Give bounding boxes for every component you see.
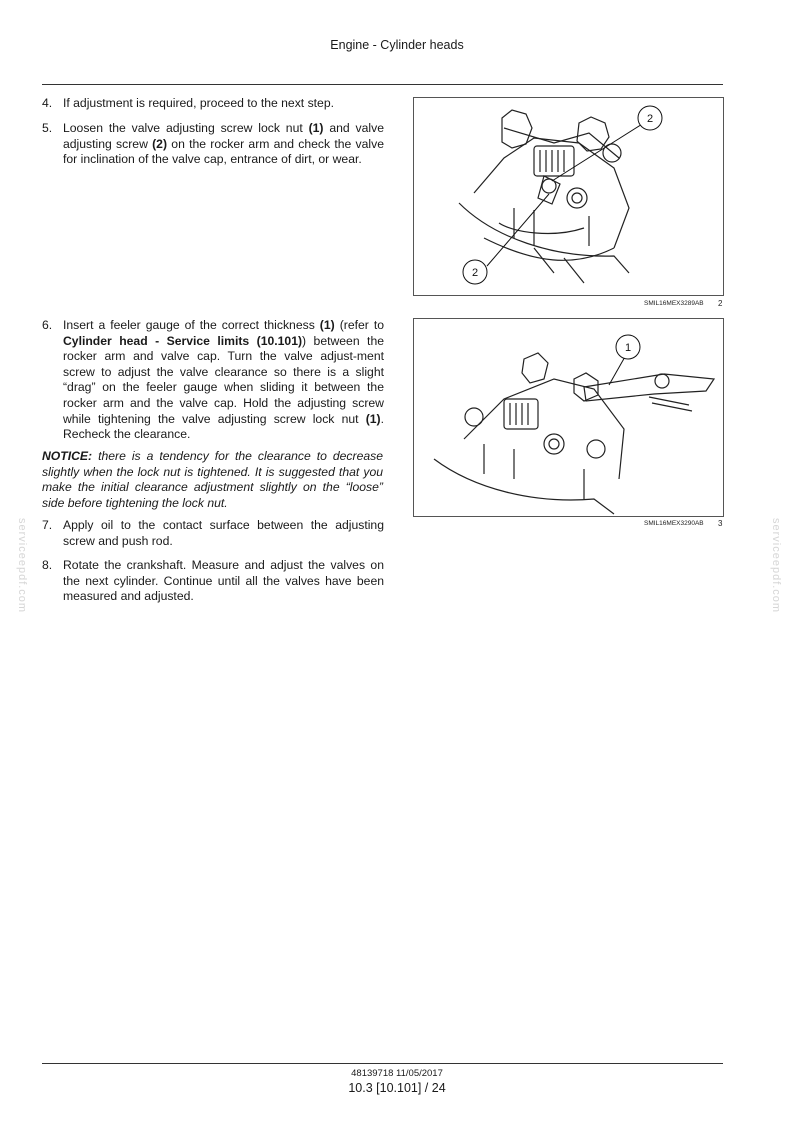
- notice-text: there is a tendency for the clearance to decrease slightly when the lock nut is tightened. It is suggested that you make the initial clearance adjustment slightly on the “loose” side before tightening the lock nut.: [42, 449, 383, 510]
- step-text: Loosen the valve adjusting screw lock nut (1) and valve adjusting screw (2) on the rocker arm and check the valve for inclination of the valve cap, entrance of dirt, or wear.: [63, 121, 384, 167]
- footer-document-code: 48139718 11/05/2017: [351, 1068, 443, 1079]
- footer-rule: [42, 1063, 723, 1064]
- step-7: [42, 518, 384, 549]
- callout-layer: [414, 98, 723, 295]
- header-rule: [42, 84, 723, 85]
- step-number: 5.: [42, 121, 53, 135]
- step-5: [42, 121, 384, 168]
- page-header-title: Engine - Cylinder heads: [330, 38, 464, 52]
- figure-number: 3: [718, 519, 723, 528]
- watermark-right: serviceepdf.com: [770, 518, 782, 614]
- step-text: Insert a feeler gauge of the correct thickness (1) (refer to Cylinder head - Service limits (10.101)) between the rocker arm and valve cap. Turn the valve adjust-ment screw to adjust the valve clearance so there is a slight “drag” on the feeler gauge when sliding it between the rocker arm and the valve cap. Hold the adjusting screw while tightening the valve adjusting screw lock nut (1). Recheck the clearance.: [63, 318, 384, 442]
- step-number: 6.: [42, 318, 53, 332]
- step-number: 7.: [42, 518, 53, 532]
- figure-feeler-gauge: [413, 318, 724, 517]
- notice-paragraph: [42, 449, 383, 511]
- footer-page-number: 10.3 [10.101] / 24: [348, 1081, 446, 1095]
- figure-valve-adjusting-screw: [413, 97, 724, 296]
- step-number: 4.: [42, 96, 53, 110]
- step-text: Rotate the crankshaft. Measure and adjust the valves on the next cylinder. Continue until all the valves have been measured and adjusted.: [63, 558, 384, 604]
- step-8: [42, 558, 384, 605]
- callout-label: 2: [646, 113, 654, 125]
- notice-label: NOTICE:: [42, 449, 93, 463]
- step-6: [42, 318, 384, 443]
- figure-number: 2: [718, 299, 723, 308]
- step-number: 8.: [42, 558, 53, 572]
- callout-label: 1: [624, 342, 632, 354]
- step-text: Apply oil to the contact surface between the adjusting screw and push rod.: [63, 518, 384, 548]
- figure-caption: SMIL16MEX3290AB: [644, 520, 704, 527]
- callout-label: 2: [471, 267, 479, 279]
- watermark-left: serviceepdf.com: [16, 518, 28, 614]
- figure-caption: SMIL16MEX3289AB: [644, 300, 704, 307]
- callout-layer: [414, 319, 723, 516]
- step-text: If adjustment is required, proceed to the next step.: [63, 96, 334, 110]
- step-4: [42, 96, 384, 112]
- cross-reference-link[interactable]: Cylinder head - Service limits (10.101): [63, 333, 303, 348]
